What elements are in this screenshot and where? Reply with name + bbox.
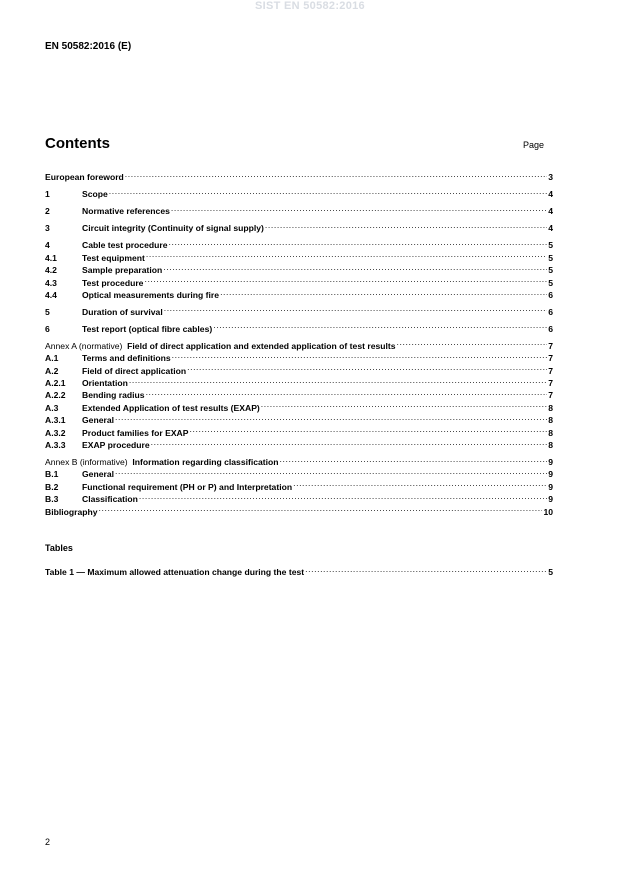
toc-entry-page: 5 [548,240,553,251]
toc-entry-title: General [82,469,115,480]
toc-entry[interactable] [45,465,553,480]
toc-entry[interactable] [45,502,553,517]
toc-entry-number: 6 [45,323,50,334]
toc-entry-number: B.3 [45,494,59,505]
toc-dot-leader [144,273,547,285]
toc-dot-leader [146,248,547,260]
toc-entry-number: 4 [45,240,50,251]
toc-entry[interactable] [45,453,553,465]
toc-dot-leader [99,502,543,514]
toc-entry-number: B.2 [45,481,59,492]
toc-entry-page: 4 [548,206,553,217]
toc-dot-leader [164,302,548,314]
table-list-entry[interactable] [45,563,553,578]
toc-entry-page: 4 [548,189,553,200]
toc-entry-title: Field of direct application [82,365,187,376]
toc-entry-title: Bending radius [82,390,145,401]
toc-annex-title: Field of direct application and extended application of test results [127,340,396,351]
page-column-label: Page [523,140,545,150]
toc-entry-number: 4.2 [45,265,57,276]
toc-entry-title: Orientation [82,378,128,389]
toc-entry-number: A.3 [45,402,59,413]
toc-entry-title: General [82,415,115,426]
toc-entry-title: Test procedure [82,277,144,288]
toc-entry-title: Functional requirement (PH or P) and Interpretation [82,481,293,492]
toc-entry-title: Extended Application of test results (EXAP) [82,402,260,413]
toc-dot-leader [109,185,547,197]
toc-dot-leader [305,563,547,575]
watermark: SIST EN 50582:2016 [255,0,365,12]
toc-entry-page: 7 [548,340,553,351]
toc-entry-page: 8 [548,415,553,426]
toc-entry-page: 8 [548,427,553,438]
toc-entry[interactable] [45,168,553,183]
toc-entry-number: A.2.2 [45,390,66,401]
toc-entry-number: A.3.3 [45,439,66,450]
toc-annex-label: Annex A (normative) [45,340,123,351]
toc-entry-number: A.2.1 [45,378,66,389]
tables-heading: Tables [45,543,73,553]
document-id: EN 50582:2016 (E) [45,41,132,52]
toc-entry-page: 5 [548,252,553,263]
toc-entry-number: A.3.2 [45,427,66,438]
toc-entry[interactable] [45,411,553,426]
table-entry-title: Table 1 — Maximum allowed attenuation change during the test [45,567,305,578]
toc-entry-page: 9 [548,469,553,480]
toc-entry-title: Normative references [82,206,170,217]
toc-dot-leader [220,286,547,298]
toc-entry-page: 5 [548,277,553,288]
toc-dot-leader [139,490,547,502]
toc-entry-page: 7 [548,365,553,376]
toc-dot-leader [146,386,548,398]
toc-entry-page: 5 [548,265,553,276]
list-of-tables [45,563,553,578]
toc-dot-leader [115,411,547,423]
toc-entry-title: Scope [82,189,108,200]
toc-entry-page: 9 [548,481,553,492]
toc-dot-leader [125,168,547,180]
toc-dot-leader [171,202,547,214]
toc-dot-leader [129,374,547,386]
toc-entry-title: Duration of survival [82,306,163,317]
toc-entry-page: 4 [548,223,553,234]
toc-entry-number: A.1 [45,353,59,364]
toc-entry-title: Product families for EXAP [82,427,189,438]
toc-entry-number: 5 [45,306,50,317]
toc-entry-number: A.3.1 [45,415,66,426]
toc-entry-page: 8 [548,439,553,450]
toc-entry-number: 4.1 [45,252,57,263]
toc-dot-leader [187,361,547,373]
toc-entry[interactable] [45,477,553,492]
toc-annex-label: Annex B (informative) [45,456,128,467]
toc-entry-page: 10 [543,506,553,517]
toc-entry-title: Sample preparation [82,265,163,276]
toc-entry-number: 2 [45,206,50,217]
toc-dot-leader [213,319,547,331]
toc-entry-number: 3 [45,223,50,234]
toc-entry-title: European foreword [45,172,124,183]
toc-entry-page: 8 [548,402,553,413]
toc-dot-leader [265,219,547,231]
toc-entry-number: A.2 [45,365,59,376]
toc-entry-title: EXAP procedure [82,439,150,450]
toc-entry-page: 6 [548,306,553,317]
toc-entry-number: 4.3 [45,277,57,288]
toc-dot-leader [168,236,547,248]
toc-entry-page: 7 [548,353,553,364]
toc-dot-leader [172,349,548,361]
toc-dot-leader [115,465,547,477]
toc-entry-page: 6 [548,323,553,334]
toc-entry-page: 9 [548,494,553,505]
toc-entry-title: Test equipment [82,252,145,263]
toc-entry-title: Optical measurements during fire [82,289,220,300]
toc-entry-title: Test report (optical fibre cables) [82,323,213,334]
toc-dot-leader [397,336,548,348]
toc-entry-title: Classification [82,494,138,505]
toc-entry[interactable] [45,236,553,251]
toc-entry-number: 4.4 [45,289,57,300]
toc-entry-page: 9 [548,456,553,467]
toc-entry[interactable] [45,219,553,234]
toc-entry[interactable] [45,336,553,351]
toc-dot-leader [261,398,547,410]
toc-entry-page: 7 [548,378,553,389]
toc-dot-leader [163,261,547,273]
toc-entry-title: Terms and definitions [82,353,171,364]
toc-dot-leader [151,436,548,448]
toc-entry-title: Bibliography [45,506,98,517]
toc-entry-number: 1 [45,189,50,200]
toc-entry[interactable] [45,423,553,438]
toc-dot-leader [293,477,547,489]
toc-entry-title: Cable test procedure [82,240,168,251]
toc-entry[interactable] [45,302,553,317]
toc-entry-title: Circuit integrity (Continuity of signal supply) [82,223,264,234]
toc-entry-page: 3 [548,172,553,183]
page-number: 2 [45,837,51,847]
toc-entry-page: 7 [548,390,553,401]
toc-dot-leader [190,423,548,435]
table-of-contents [45,168,553,515]
toc-entry[interactable] [45,319,553,334]
toc-entry[interactable] [45,202,553,217]
toc-entry[interactable] [45,185,553,200]
toc-dot-leader [280,453,548,465]
table-entry-page: 5 [548,567,553,578]
toc-annex-title: Information regarding classification [132,456,279,467]
toc-entry-page: 6 [548,289,553,300]
contents-title: Contents [45,135,110,152]
toc-entry-number: B.1 [45,469,59,480]
